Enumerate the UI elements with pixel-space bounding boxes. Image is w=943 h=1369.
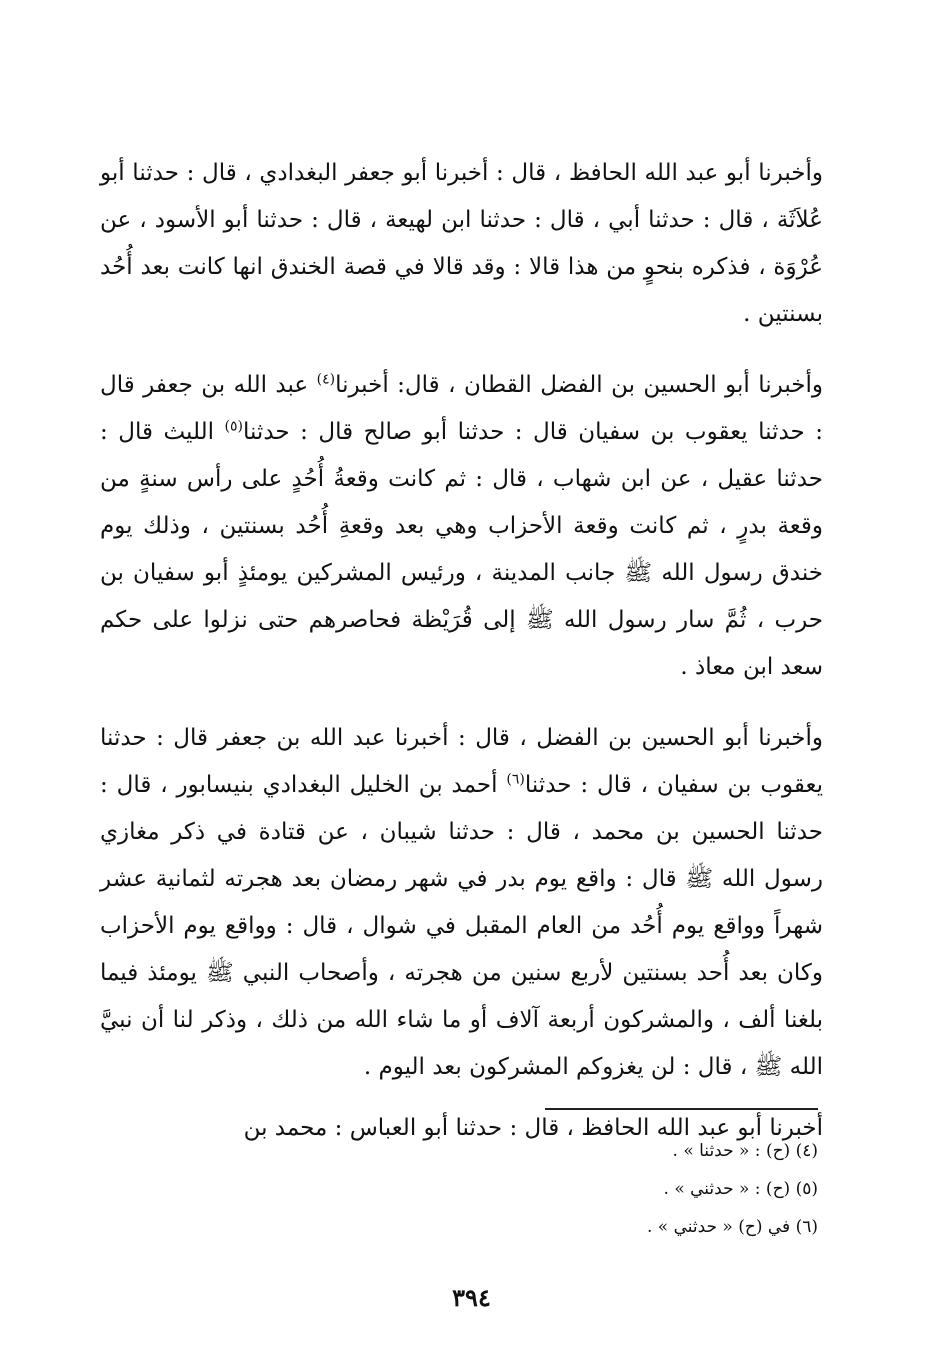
- paragraph-4: أخبرنا أبو عبد الله الحافظ ، قال : حدثنا أبو العباس : محمد بن: [243, 1115, 823, 1141]
- footnote-ref-6: (٦): [506, 771, 525, 788]
- paragraph-2-text-3: الليث قال : حدثنا عقيل ، عن ابن شهاب ، قال : ثم كانت وقعةُ أُحُدٍ على رأس سنةٍ من وقعة بدرٍ ، ثم كانت وقعة الأحزاب وهي بعد وقعةِ أُحُد بسنتين ، وذلك يوم خندق رسول الله ﷺ جانب المدينة ، ورئيس المشركين يومئذٍ أبو سفيان بن حرب ، ثُمَّ سار رسول الله ﷺ إلى قُرَيْظة فحاصرهم حتى نزلوا على حكم سعد ابن معاذ .: [100, 419, 823, 680]
- footnote-6: (٦) في (ح) « حدثني » .: [646, 1217, 818, 1237]
- footnote-ref-5: (٥): [224, 418, 243, 435]
- paragraph-3-text-2: أحمد بن الخليل البغدادي بنيسابور ، قال : حدثنا الحسين بن محمد ، قال : حدثنا شيبان ، عن قتادة في ذكر مغازي رسول الله ﷺ قال : واقع يوم بدر في شهر رمضان بعد هجرته لثمانية عشر شهراً وواقع يوم أُحُد من العام المقبل في شوال ، قال : وواقع يوم الأحزاب وكان بعد أُحد بسنتين لأربع سنين من هجرته ، وأصحاب النبي ﷺ يومئذ فيما بلغنا ألف ، والمشركون أربعة آلاف أو ما شاء الله من ذلك ، وذكر لنا أن نبيَّ الله ﷺ ، قال : لن يغزوكم المشركون بعد اليوم .: [100, 772, 823, 1080]
- paragraph-3: [100, 715, 823, 1091]
- footnote-5: (٥) (ح) : « حدثني » .: [663, 1179, 818, 1199]
- main-text: [100, 150, 823, 1152]
- paragraph-2-text-2: عبد الله بن جعفر قال : حدثنا يعقوب بن سفيان قال : حدثنا أبو صالح قال : حدثنا: [100, 372, 823, 445]
- paragraph-2-text-1: وأخبرنا أبو الحسين بن الفضل القطان ، قال: أخبرنا: [335, 372, 823, 398]
- footnote-4: (٤) (ح) : « حدثنا » .: [672, 1141, 818, 1161]
- footnote-separator: [545, 1108, 818, 1110]
- footnote-ref-4: (٤): [316, 371, 336, 388]
- paragraph-2: [100, 362, 823, 691]
- page-number: ٣٩٤: [452, 1283, 491, 1312]
- paragraph-1: وأخبرنا أبو عبد الله الحافظ ، قال : أخبرنا أبو جعفر البغدادي ، قال : حدثنا أبو عُلاَثَة ، قال : حدثنا أبي ، قال : حدثنا ابن لهيعة ، قال : حدثنا أبو الأسود ، عن عُرْوَة ، فذكره بنحوٍ من هذا قالا : وقد قالا في قصة الخندق انها كانت بعد أُحُد بسنتين .: [100, 160, 823, 327]
- footnotes: [647, 1132, 818, 1246]
- paragraph-3-text-1: وأخبرنا أبو الحسين بن الفضل ، قال : أخبرنا عبد الله بن جعفر قال : حدثنا يعقوب بن سفيان ، قال : حدثنا: [100, 725, 823, 798]
